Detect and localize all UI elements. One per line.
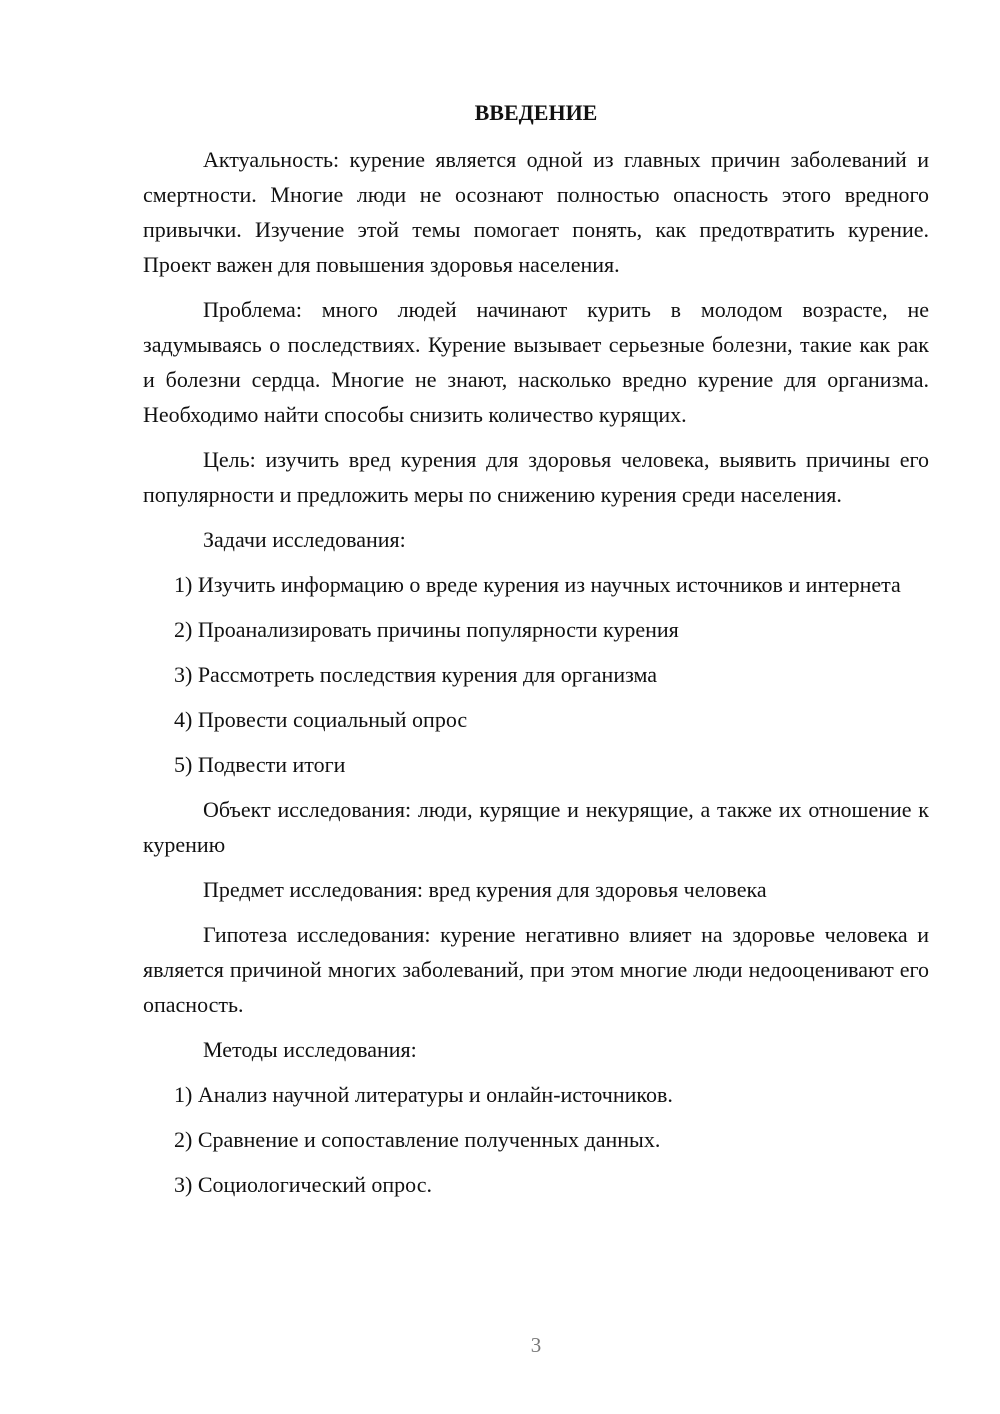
list-item: 4) Провести социальный опрос [174, 707, 468, 732]
subject-paragraph: Предмет исследования: вред курения для здоровья человека [203, 877, 767, 902]
tasks-list [143, 567, 929, 782]
goal-paragraph: Цель: изучить вред курения для здоровья человека, выявить причины его популярности и предложить меры по снижению курения среди населения. [143, 447, 929, 507]
list-item: 5) Подвести итоги [174, 752, 346, 777]
methods-list [143, 1077, 929, 1202]
list-item: 2) Проанализировать причины популярности курения [174, 617, 679, 642]
list-item: 2) Сравнение и сопоставление полученных данных. [174, 1127, 661, 1152]
tasks-heading: Задачи исследования: [203, 527, 406, 552]
list-item: 3) Социологический опрос. [174, 1172, 432, 1197]
object-paragraph: Объект исследования: люди, курящие и некурящие, а также их отношение к курению [143, 797, 929, 857]
list-item: 3) Рассмотреть последствия курения для организма [174, 662, 658, 687]
methods-heading: Методы исследования: [203, 1037, 417, 1062]
page-content [143, 95, 929, 1212]
hypothesis-paragraph: Гипотеза исследования: курение негативно влияет на здоровье человека и является причиной многих заболеваний, при этом многие люди недооценивают его опасность. [143, 922, 929, 1017]
list-item: 1) Анализ научной литературы и онлайн-источников. [174, 1082, 673, 1107]
problem-paragraph: Проблема: много людей начинают курить в молодом возрасте, не задумываясь о последствиях. Курение вызывает серьезные болезни, такие как рак и болезни сердца. Многие не знают, насколько вредно курение для организма. Необходимо найти способы снизить количество курящих. [143, 297, 929, 427]
page-title: ВВЕДЕНИЕ [474, 100, 598, 125]
page-number: 3 [530, 1333, 542, 1357]
relevance-paragraph: Актуальность: курение является одной из главных причин заболеваний и смертности. Многие люди не осознают полностью опасность этого вредного привычки. Изучение этой темы помогает понять, как предотвратить курение. Проект важен для повышения здоровья населения. [143, 147, 929, 277]
list-item: 1) Изучить информацию о вреде курения из научных источников и интернета [174, 572, 901, 597]
